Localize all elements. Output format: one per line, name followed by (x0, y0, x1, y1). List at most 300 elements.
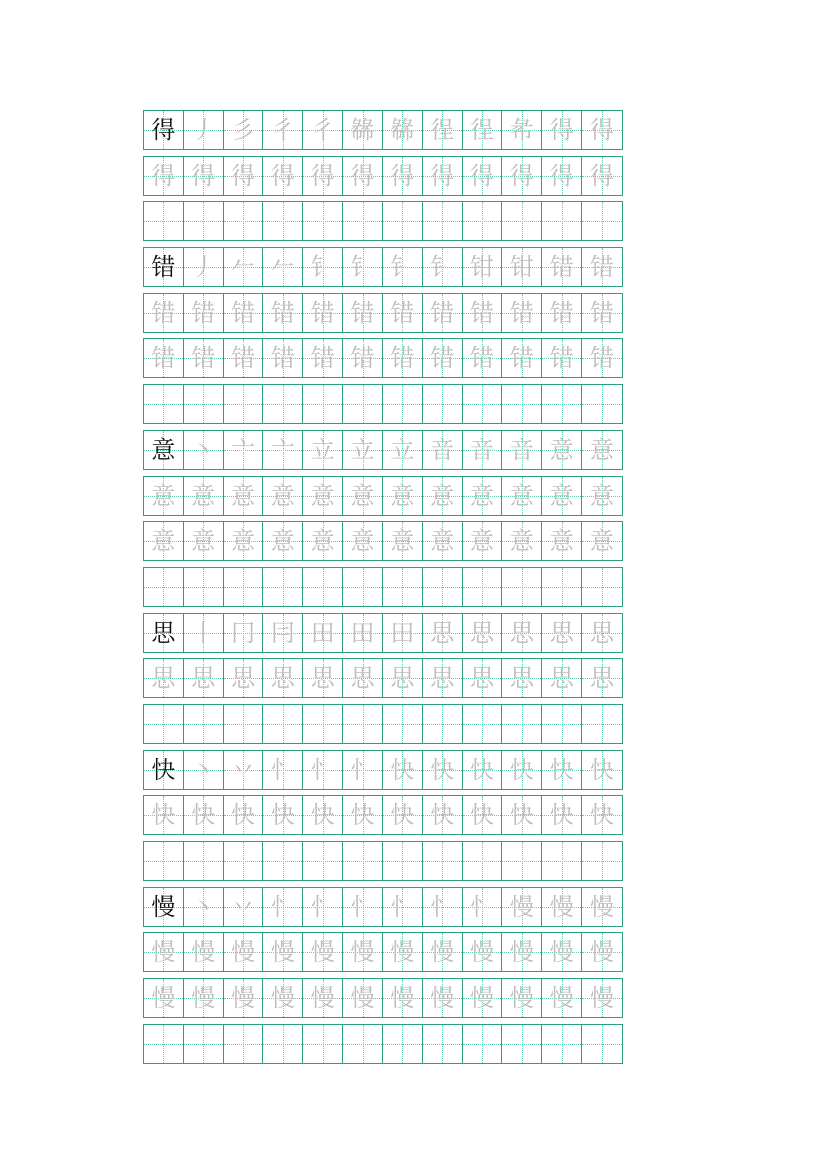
grid-cell[interactable] (463, 339, 503, 377)
grid-cell[interactable] (224, 659, 264, 697)
grid-cell[interactable] (343, 339, 383, 377)
stroke-order-row (143, 750, 623, 790)
grid-cell[interactable] (423, 157, 463, 195)
grid-cell[interactable] (224, 568, 264, 606)
grid-cell[interactable] (423, 659, 463, 697)
grid-cell[interactable] (224, 705, 264, 743)
grid-cell[interactable] (144, 842, 184, 880)
grid-cell[interactable] (463, 659, 503, 697)
trace-character: 意 (231, 527, 256, 556)
trace-character: 意 (390, 527, 415, 556)
grid-cell[interactable] (224, 157, 264, 195)
grid-cell[interactable] (343, 522, 383, 560)
grid-cell[interactable] (383, 888, 423, 926)
grid-cell[interactable] (343, 111, 383, 149)
trace-character: 慢 (350, 984, 375, 1013)
grid-cell[interactable] (263, 1025, 303, 1063)
grid-cell[interactable] (463, 568, 503, 606)
trace-character: 慢 (509, 892, 534, 921)
trace-character: 错 (590, 253, 615, 282)
trace-character: 意 (231, 481, 256, 510)
grid-cell[interactable] (423, 477, 463, 515)
trace-character: 立 (310, 435, 335, 464)
grid-cell[interactable] (263, 431, 303, 469)
grid-cell[interactable] (184, 614, 224, 652)
trace-character: 错 (270, 344, 295, 373)
grid-cell[interactable] (184, 339, 224, 377)
grid-cell[interactable] (303, 614, 343, 652)
trace-character: 忄 (350, 892, 375, 921)
grid-cell[interactable] (383, 659, 423, 697)
grid-cell[interactable] (542, 294, 582, 332)
trace-character: 意 (430, 481, 455, 510)
trace-character: 慢 (590, 984, 615, 1013)
grid-cell[interactable] (343, 659, 383, 697)
grid-cell[interactable] (502, 522, 542, 560)
grid-cell[interactable] (542, 705, 582, 743)
grid-cell[interactable] (542, 431, 582, 469)
grid-cell[interactable] (343, 979, 383, 1017)
grid-cell[interactable] (582, 157, 622, 195)
grid-cell[interactable] (463, 157, 503, 195)
grid-cell[interactable] (343, 294, 383, 332)
grid-cell[interactable] (144, 339, 184, 377)
grid-cell[interactable] (383, 568, 423, 606)
grid-cell[interactable] (383, 339, 423, 377)
grid-cell[interactable] (463, 431, 503, 469)
grid-cell[interactable] (502, 979, 542, 1017)
grid-cell[interactable] (343, 202, 383, 240)
grid-cell[interactable] (184, 522, 224, 560)
grid-cell[interactable] (542, 659, 582, 697)
grid-cell[interactable] (423, 202, 463, 240)
grid-cell[interactable] (463, 888, 503, 926)
grid-cell[interactable] (343, 157, 383, 195)
grid-cell[interactable] (582, 111, 622, 149)
grid-cell[interactable] (383, 842, 423, 880)
grid-cell[interactable] (582, 248, 622, 286)
grid-cell[interactable] (542, 157, 582, 195)
grid-cell[interactable] (502, 888, 542, 926)
grid-cell[interactable] (224, 248, 264, 286)
grid-cell[interactable] (542, 111, 582, 149)
grid-cell[interactable] (184, 796, 224, 834)
grid-cell[interactable] (343, 248, 383, 286)
grid-cell[interactable] (502, 339, 542, 377)
grid-cell[interactable] (502, 842, 542, 880)
grid-cell[interactable] (383, 248, 423, 286)
grid-cell[interactable] (463, 294, 503, 332)
grid-cell[interactable] (144, 888, 184, 926)
trace-character: 丶 (191, 435, 216, 464)
grid-cell[interactable] (303, 431, 343, 469)
trace-character: 忄 (470, 892, 495, 921)
grid-cell[interactable] (303, 751, 343, 789)
trace-character: 快 (549, 755, 574, 784)
grid-cell[interactable] (582, 202, 622, 240)
trace-character: 彳 (270, 116, 295, 144)
grid-cell[interactable] (502, 568, 542, 606)
grid-cell[interactable] (224, 522, 264, 560)
grid-cell[interactable] (383, 431, 423, 469)
trace-character: 思 (231, 664, 256, 693)
grid-cell[interactable] (144, 294, 184, 332)
grid-cell[interactable] (502, 796, 542, 834)
grid-cell[interactable] (542, 979, 582, 1017)
grid-cell[interactable] (303, 705, 343, 743)
grid-cell[interactable] (423, 248, 463, 286)
grid-cell[interactable] (423, 751, 463, 789)
grid-cell[interactable] (502, 705, 542, 743)
grid-cell[interactable] (502, 157, 542, 195)
grid-cell[interactable] (463, 248, 503, 286)
grid-cell[interactable] (463, 979, 503, 1017)
grid-cell[interactable] (263, 339, 303, 377)
grid-cell[interactable] (502, 659, 542, 697)
grid-cell[interactable] (303, 1025, 343, 1063)
grid-cell[interactable] (184, 979, 224, 1017)
grid-cell[interactable] (184, 431, 224, 469)
model-character: 快 (151, 755, 176, 784)
grid-cell[interactable] (303, 477, 343, 515)
grid-cell[interactable] (144, 202, 184, 240)
grid-cell[interactable] (343, 888, 383, 926)
grid-cell[interactable] (184, 888, 224, 926)
grid-cell[interactable] (343, 705, 383, 743)
grid-cell[interactable] (263, 202, 303, 240)
grid-cell[interactable] (343, 385, 383, 423)
grid-cell[interactable] (303, 888, 343, 926)
grid-cell[interactable] (383, 614, 423, 652)
trace-character: 慢 (270, 984, 295, 1013)
grid-cell[interactable] (303, 842, 343, 880)
trace-character: 意 (390, 481, 415, 510)
grid-cell[interactable] (263, 568, 303, 606)
grid-cell[interactable] (224, 431, 264, 469)
grid-cell[interactable] (423, 842, 463, 880)
grid-cell[interactable] (224, 842, 264, 880)
trace-character: 慢 (549, 892, 574, 921)
grid-cell[interactable] (423, 979, 463, 1017)
grid-cell[interactable] (502, 431, 542, 469)
grid-cell[interactable] (224, 385, 264, 423)
grid-cell[interactable] (423, 933, 463, 971)
grid-cell[interactable] (144, 933, 184, 971)
grid-cell[interactable] (423, 431, 463, 469)
grid-cell[interactable] (463, 842, 503, 880)
trace-character: 钅 (350, 253, 375, 282)
grid-cell[interactable] (263, 933, 303, 971)
grid-cell[interactable] (502, 294, 542, 332)
grid-cell[interactable] (502, 248, 542, 286)
grid-cell[interactable] (184, 294, 224, 332)
grid-cell[interactable] (343, 568, 383, 606)
trace-character: 快 (390, 801, 415, 830)
grid-cell[interactable] (184, 933, 224, 971)
grid-cell[interactable] (463, 111, 503, 149)
trace-character: 㣈 (390, 116, 415, 144)
trace-character: 慢 (590, 938, 615, 967)
grid-cell[interactable] (383, 157, 423, 195)
grid-cell[interactable] (303, 979, 343, 1017)
trace-character: 快 (151, 801, 176, 830)
grid-cell[interactable] (582, 522, 622, 560)
grid-cell[interactable] (343, 933, 383, 971)
grid-cell[interactable] (542, 796, 582, 834)
grid-cell[interactable] (383, 933, 423, 971)
grid-cell[interactable] (542, 1025, 582, 1063)
grid-cell[interactable] (224, 339, 264, 377)
grid-cell[interactable] (184, 1025, 224, 1063)
grid-cell[interactable] (144, 477, 184, 515)
grid-cell[interactable] (224, 294, 264, 332)
grid-cell[interactable] (423, 796, 463, 834)
grid-cell[interactable] (423, 888, 463, 926)
grid-cell[interactable] (502, 111, 542, 149)
grid-cell[interactable] (224, 933, 264, 971)
grid-cell[interactable] (343, 1025, 383, 1063)
grid-cell[interactable] (463, 751, 503, 789)
grid-cell[interactable] (423, 705, 463, 743)
grid-cell[interactable] (144, 248, 184, 286)
grid-cell[interactable] (542, 385, 582, 423)
trace-character: 忄 (350, 755, 375, 784)
grid-cell[interactable] (263, 796, 303, 834)
grid-cell[interactable] (463, 522, 503, 560)
grid-cell[interactable] (303, 248, 343, 286)
grid-cell[interactable] (502, 202, 542, 240)
trace-character: 钳 (509, 253, 534, 282)
grid-cell[interactable] (303, 659, 343, 697)
grid-cell[interactable] (542, 339, 582, 377)
trace-character: 意 (191, 527, 216, 556)
grid-cell[interactable] (463, 477, 503, 515)
trace-character: 思 (509, 664, 534, 693)
grid-cell[interactable] (224, 979, 264, 1017)
grid-cell[interactable] (502, 1025, 542, 1063)
trace-character: 错 (191, 344, 216, 373)
grid-cell[interactable] (263, 659, 303, 697)
grid-cell[interactable] (263, 477, 303, 515)
grid-cell[interactable] (383, 979, 423, 1017)
grid-cell[interactable] (383, 522, 423, 560)
grid-cell[interactable] (423, 568, 463, 606)
grid-cell[interactable] (582, 431, 622, 469)
grid-cell[interactable] (582, 477, 622, 515)
trace-character: 慢 (549, 938, 574, 967)
grid-cell[interactable] (542, 202, 582, 240)
grid-cell[interactable] (303, 796, 343, 834)
grid-cell[interactable] (582, 979, 622, 1017)
grid-cell[interactable] (542, 477, 582, 515)
grid-cell[interactable] (423, 111, 463, 149)
grid-cell[interactable] (144, 157, 184, 195)
grid-cell[interactable] (184, 202, 224, 240)
grid-cell[interactable] (343, 614, 383, 652)
grid-cell[interactable] (263, 842, 303, 880)
trace-character: 错 (590, 298, 615, 327)
grid-cell[interactable] (263, 248, 303, 286)
grid-cell[interactable] (184, 111, 224, 149)
grid-cell[interactable] (502, 751, 542, 789)
grid-cell[interactable] (303, 568, 343, 606)
grid-cell[interactable] (144, 659, 184, 697)
grid-cell[interactable] (263, 751, 303, 789)
grid-cell[interactable] (463, 705, 503, 743)
grid-cell[interactable] (303, 294, 343, 332)
grid-cell[interactable] (542, 522, 582, 560)
grid-cell[interactable] (542, 614, 582, 652)
grid-cell[interactable] (303, 522, 343, 560)
trace-character: 田 (310, 618, 335, 647)
grid-cell[interactable] (502, 933, 542, 971)
grid-cell[interactable] (383, 111, 423, 149)
grid-cell[interactable] (303, 385, 343, 423)
grid-cell[interactable] (463, 1025, 503, 1063)
grid-cell[interactable] (582, 659, 622, 697)
grid-cell[interactable] (542, 248, 582, 286)
grid-cell[interactable] (582, 339, 622, 377)
grid-cell[interactable] (263, 385, 303, 423)
grid-cell[interactable] (224, 614, 264, 652)
grid-cell[interactable] (463, 933, 503, 971)
grid-cell[interactable] (582, 705, 622, 743)
grid-cell[interactable] (423, 522, 463, 560)
grid-cell[interactable] (303, 339, 343, 377)
grid-cell[interactable] (263, 294, 303, 332)
grid-cell[interactable] (343, 477, 383, 515)
grid-cell[interactable] (383, 477, 423, 515)
grid-cell[interactable] (383, 385, 423, 423)
grid-cell[interactable] (224, 111, 264, 149)
grid-cell[interactable] (343, 796, 383, 834)
grid-cell[interactable] (263, 522, 303, 560)
grid-cell[interactable] (144, 979, 184, 1017)
grid-cell[interactable] (303, 157, 343, 195)
grid-cell[interactable] (383, 1025, 423, 1063)
trace-character: 田 (390, 618, 415, 647)
grid-cell[interactable] (383, 796, 423, 834)
grid-cell[interactable] (184, 157, 224, 195)
grid-cell[interactable] (224, 202, 264, 240)
grid-cell[interactable] (184, 248, 224, 286)
grid-cell[interactable] (224, 796, 264, 834)
grid-cell[interactable] (383, 202, 423, 240)
grid-cell[interactable] (144, 705, 184, 743)
grid-cell[interactable] (303, 933, 343, 971)
grid-cell[interactable] (144, 751, 184, 789)
grid-cell[interactable] (184, 477, 224, 515)
trace-character: 思 (390, 664, 415, 693)
grid-cell[interactable] (582, 614, 622, 652)
grid-cell[interactable] (144, 385, 184, 423)
grid-cell[interactable] (303, 111, 343, 149)
grid-cell[interactable] (224, 1025, 264, 1063)
grid-cell[interactable] (463, 385, 503, 423)
grid-cell[interactable] (542, 842, 582, 880)
trace-character: 𠂉 (231, 253, 256, 282)
trace-character: 慢 (191, 938, 216, 967)
grid-cell[interactable] (144, 614, 184, 652)
grid-cell[interactable] (423, 339, 463, 377)
grid-cell[interactable] (263, 111, 303, 149)
grid-cell[interactable] (144, 1025, 184, 1063)
grid-cell[interactable] (144, 522, 184, 560)
grid-cell[interactable] (184, 842, 224, 880)
grid-cell[interactable] (423, 385, 463, 423)
grid-cell[interactable] (343, 751, 383, 789)
grid-cell[interactable] (224, 751, 264, 789)
grid-cell[interactable] (263, 157, 303, 195)
trace-character: 错 (430, 344, 455, 373)
trace-character: 思 (590, 664, 615, 693)
grid-cell[interactable] (144, 431, 184, 469)
grid-cell[interactable] (463, 202, 503, 240)
grid-cell[interactable] (423, 614, 463, 652)
grid-cell[interactable] (582, 568, 622, 606)
grid-cell[interactable] (144, 796, 184, 834)
grid-cell[interactable] (343, 842, 383, 880)
grid-cell[interactable] (263, 614, 303, 652)
grid-cell[interactable] (502, 477, 542, 515)
grid-cell[interactable] (383, 705, 423, 743)
grid-cell[interactable] (582, 385, 622, 423)
grid-cell[interactable] (224, 888, 264, 926)
grid-cell[interactable] (383, 294, 423, 332)
grid-cell[interactable] (542, 568, 582, 606)
grid-cell[interactable] (144, 111, 184, 149)
grid-cell[interactable] (263, 888, 303, 926)
grid-cell[interactable] (463, 796, 503, 834)
grid-cell[interactable] (582, 933, 622, 971)
trace-character: 快 (549, 801, 574, 830)
grid-cell[interactable] (263, 705, 303, 743)
trace-character: 意 (191, 481, 216, 510)
grid-cell[interactable] (144, 568, 184, 606)
grid-cell[interactable] (582, 888, 622, 926)
grid-cell[interactable] (542, 751, 582, 789)
trace-character: 田 (350, 618, 375, 647)
trace-character: 慢 (270, 938, 295, 967)
grid-cell[interactable] (383, 751, 423, 789)
grid-cell[interactable] (184, 659, 224, 697)
trace-character: 思 (470, 664, 495, 693)
grid-cell[interactable] (423, 1025, 463, 1063)
grid-cell[interactable] (582, 1025, 622, 1063)
grid-cell[interactable] (423, 294, 463, 332)
grid-cell[interactable] (343, 431, 383, 469)
grid-cell[interactable] (502, 614, 542, 652)
grid-cell[interactable] (184, 705, 224, 743)
grid-cell[interactable] (263, 979, 303, 1017)
trace-character: 冃 (270, 618, 295, 647)
grid-cell[interactable] (542, 933, 582, 971)
grid-cell[interactable] (184, 385, 224, 423)
grid-cell[interactable] (542, 888, 582, 926)
grid-cell[interactable] (224, 477, 264, 515)
grid-cell[interactable] (303, 202, 343, 240)
grid-cell[interactable] (582, 751, 622, 789)
grid-cell[interactable] (502, 385, 542, 423)
grid-cell[interactable] (463, 614, 503, 652)
grid-cell[interactable] (582, 796, 622, 834)
trace-character: 忄 (430, 892, 455, 921)
grid-cell[interactable] (184, 568, 224, 606)
grid-cell[interactable] (582, 842, 622, 880)
trace-character: 慢 (549, 984, 574, 1013)
grid-cell[interactable] (582, 294, 622, 332)
grid-cell[interactable] (184, 751, 224, 789)
